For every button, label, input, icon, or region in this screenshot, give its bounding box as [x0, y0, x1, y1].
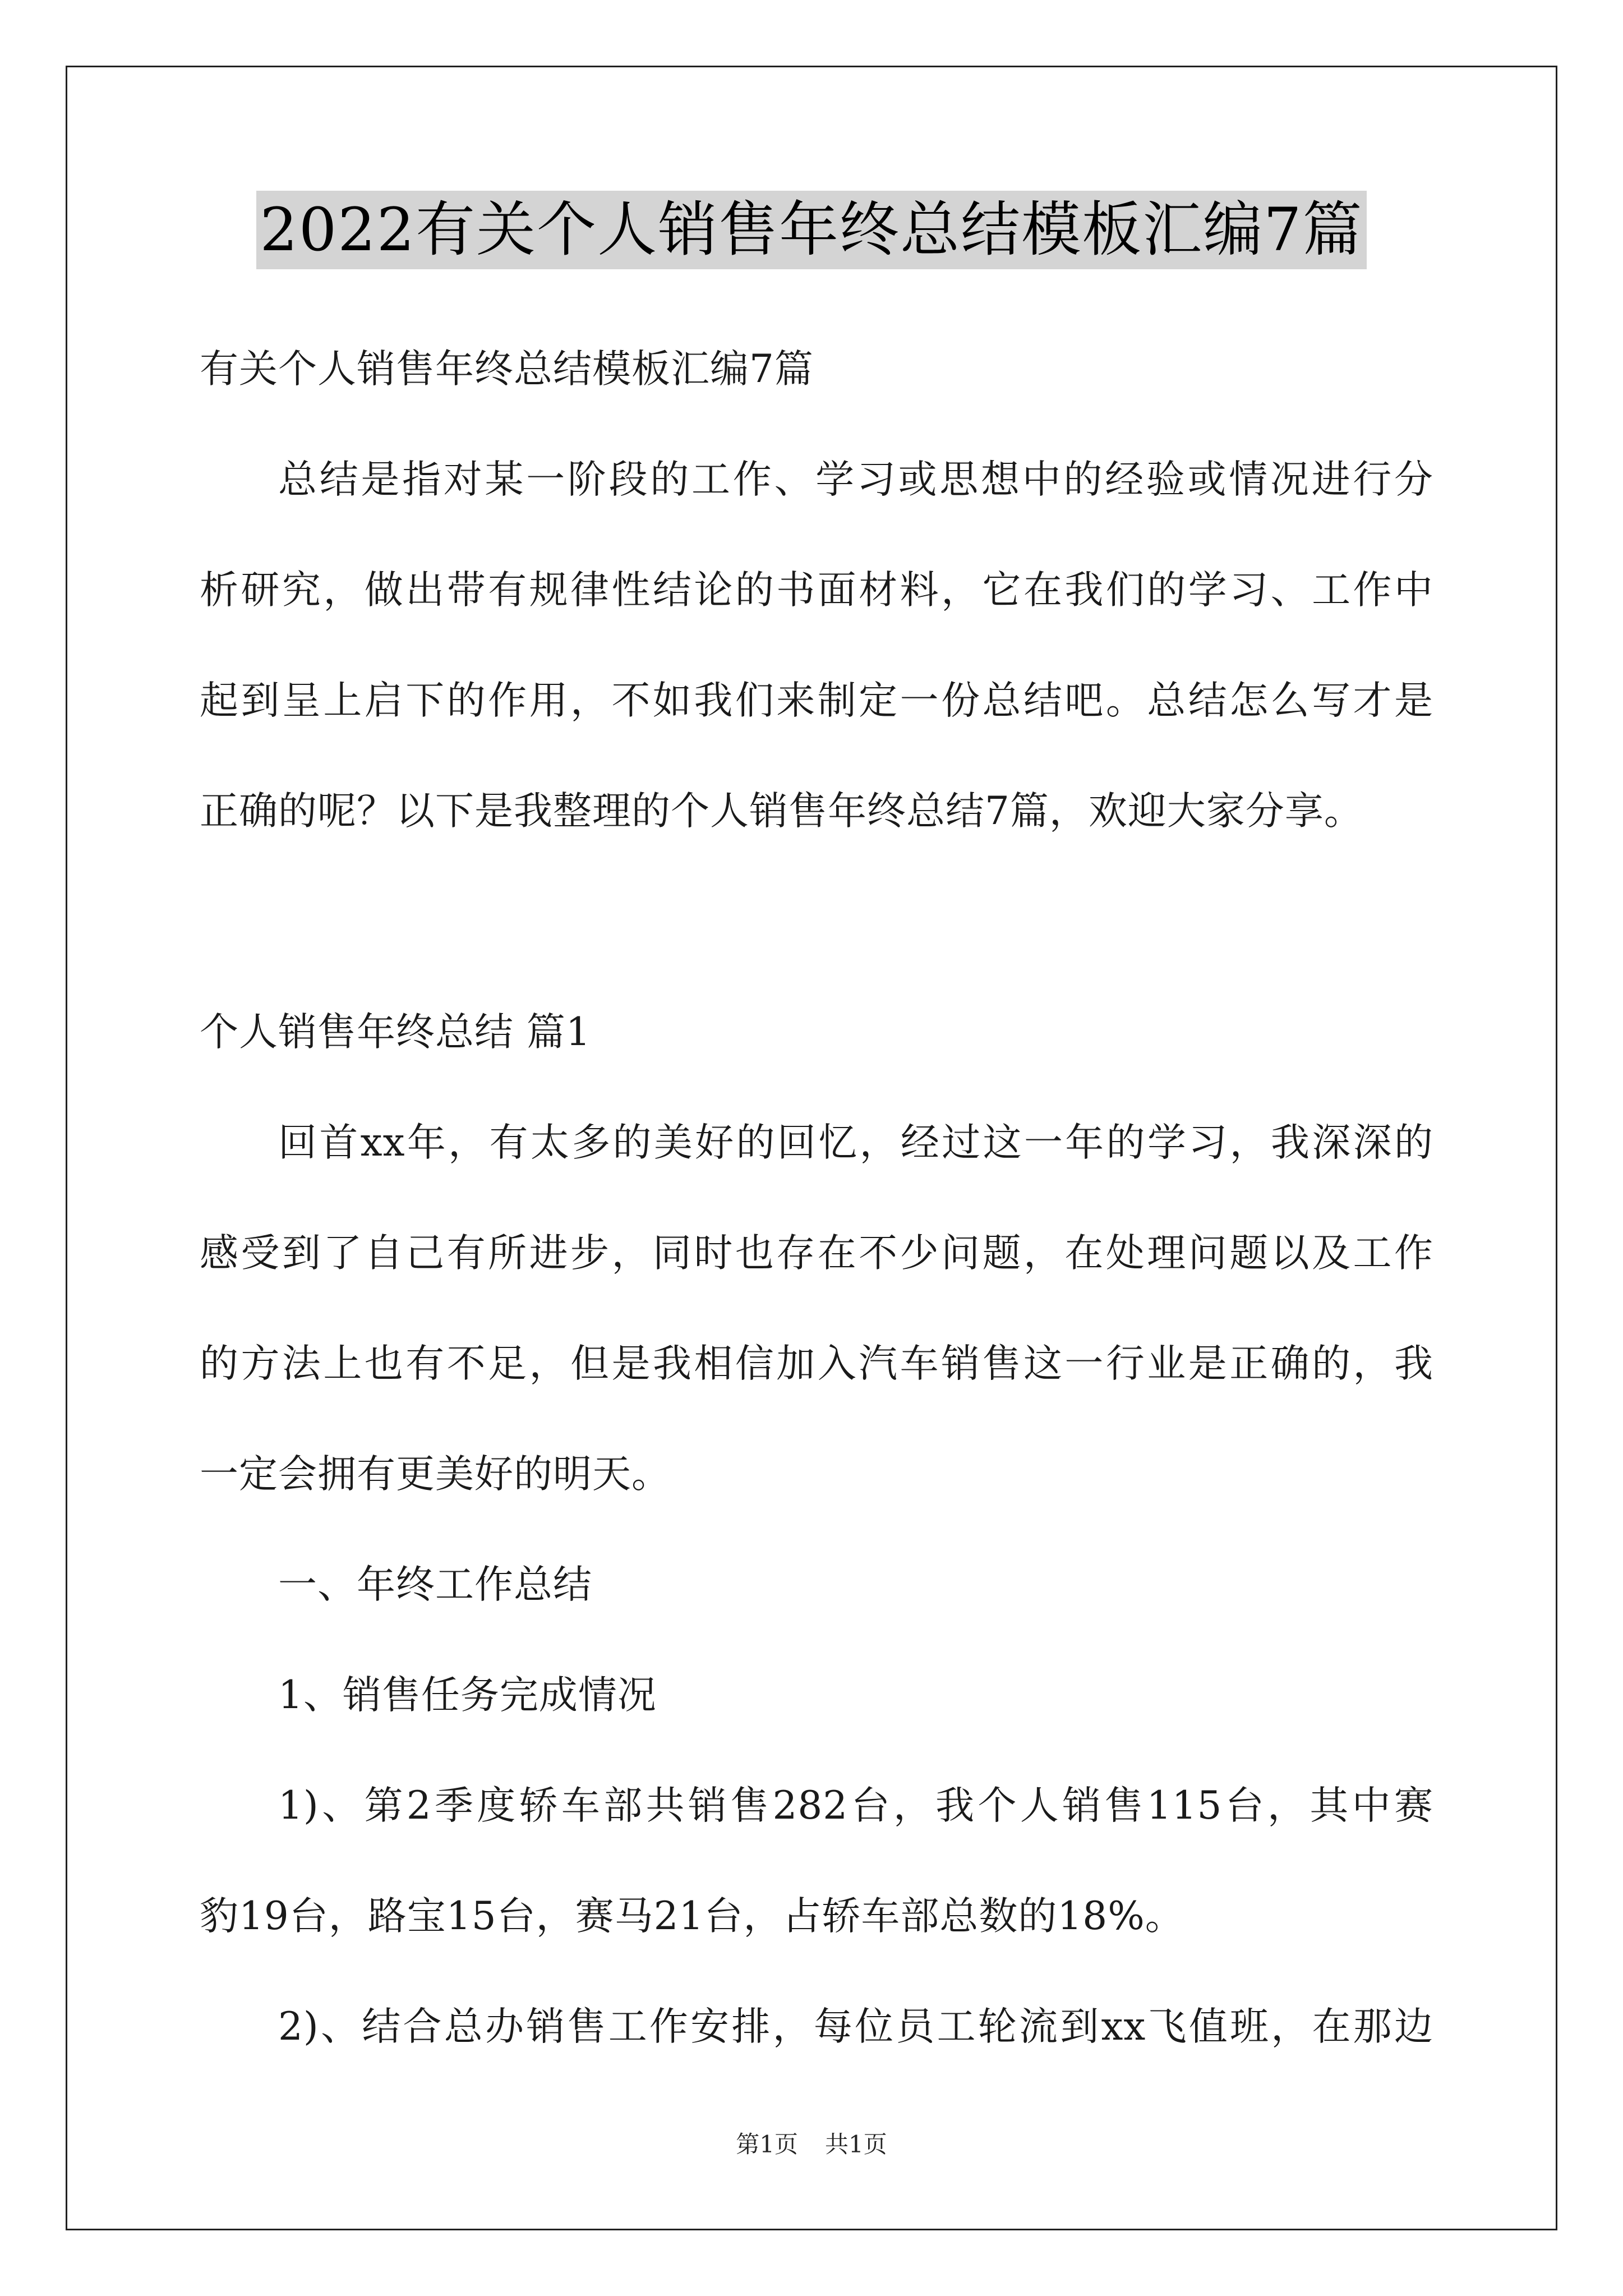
- section-paragraph-line-2: 感受到了自己有所进步，同时也存在不少问题，在处理问题以及工作: [200, 1231, 1433, 1276]
- title-container: [0, 191, 1623, 269]
- section-paragraph-line-1: 回首xx年，有太多的美好的回忆，经过这一年的学习，我深深的: [278, 1120, 1433, 1165]
- item-1-line-2: 豹19台，路宝15台，赛马21台，占轿车部总数的18%。: [200, 1894, 1184, 1939]
- section-heading: 个人销售年终总结 篇1: [200, 1010, 591, 1055]
- intro-line-1: 总结是指对某一阶段的工作、学习或思想中的经验或情况进行分: [278, 457, 1433, 502]
- page-number: 第1页: [736, 2131, 798, 2158]
- heading-sales-task: 1、销售任务完成情况: [278, 1673, 657, 1718]
- section-paragraph-line-3: 的方法上也有不足，但是我相信加入汽车销售这一行业是正确的，我: [200, 1341, 1433, 1386]
- intro-line-4: 正确的呢？以下是我整理的个人销售年终总结7篇，欢迎大家分享。: [200, 789, 1363, 834]
- document-title: 2022有关个人销售年终总结模板汇编7篇: [256, 191, 1366, 269]
- section-paragraph-line-4: 一定会拥有更美好的明天。: [200, 1452, 671, 1497]
- item-1-line-1: 1)、第2季度轿车部共销售282台，我个人销售115台，其中赛: [278, 1783, 1433, 1828]
- item-2-line-1: 2)、结合总办销售工作安排，每位员工轮流到xx飞值班，在那边: [278, 2004, 1433, 2049]
- total-pages: 共1页: [825, 2131, 887, 2158]
- document-body: [200, 314, 1433, 2082]
- intro-line-2: 析研究，做出带有规律性结论的书面材料，它在我们的学习、工作中: [200, 568, 1433, 613]
- heading-year-end-summary: 一、年终工作总结: [278, 1562, 592, 1607]
- intro-line-3: 起到呈上启下的作用，不如我们来制定一份总结吧。总结怎么写才是: [200, 678, 1433, 723]
- page-footer: [0, 2126, 1623, 2160]
- document-subtitle: 有关个人销售年终总结模板汇编7篇: [200, 347, 814, 392]
